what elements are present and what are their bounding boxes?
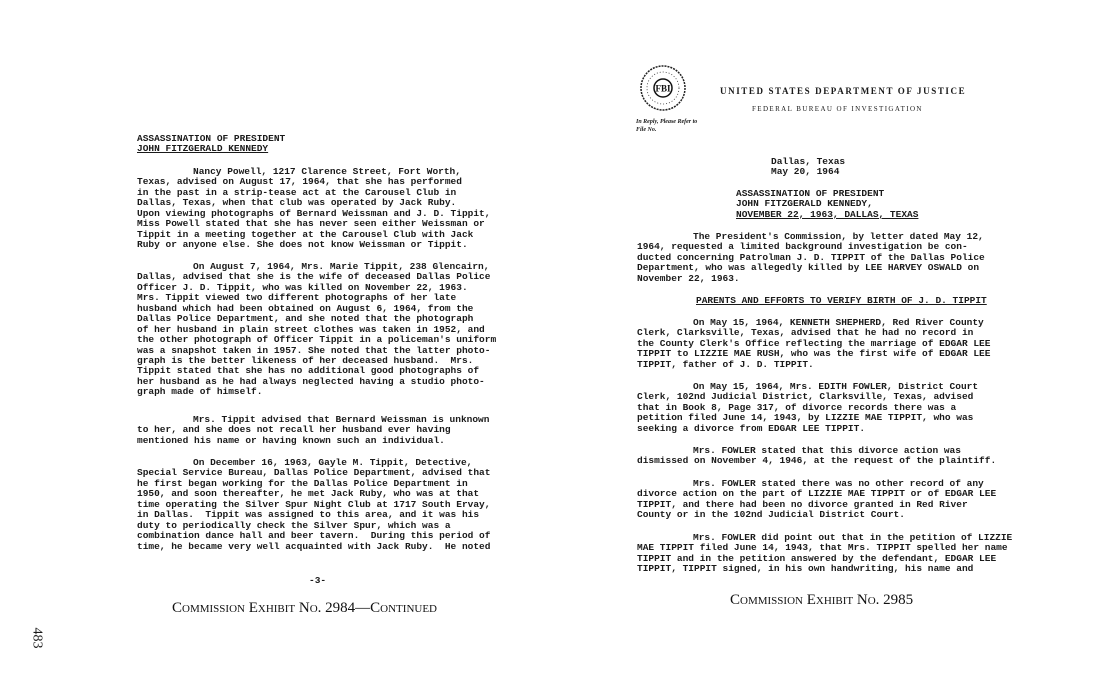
right-paragraph-4	[637, 446, 996, 467]
text-line: Mrs. Tippit advised that Bernard Weissman is unknown	[193, 414, 490, 425]
text-line: November 22, 1963.	[637, 272, 740, 284]
right-title-line-3: NOVEMBER 22, 1963, DALLAS, TEXAS	[736, 208, 919, 220]
text-line: The President's Commission, by letter dated May 12,	[693, 231, 984, 242]
text-line: divorce action on the part of LIZZIE MAE TIPPIT or of EDGAR LEE	[637, 488, 997, 500]
letterhead-bureau: FEDERAL BUREAU OF INVESTIGATION	[752, 105, 923, 113]
right-paragraph-6	[637, 533, 1012, 575]
text-line: duty to periodically check the Silver Spur, which was a	[137, 519, 451, 531]
text-line: TIPPIT, father of J. D. TIPPIT.	[637, 358, 814, 370]
text-line: Dallas, advised that she is the wife of deceased Dallas Police	[137, 271, 491, 283]
right-paragraph-intro	[637, 232, 985, 284]
text-line: County or in the 102nd Judicial District Court.	[637, 509, 905, 521]
text-line: Dallas, Texas, when that club was operated by Jack Ruby.	[137, 197, 457, 209]
text-line: TIPPIT, and there had been no divorce granted in Red River	[637, 498, 968, 510]
text-line: Special Service Bureau, Dallas Police Department, advised that	[137, 467, 491, 479]
right-title-line-2: JOHN FITZGERALD KENNEDY,	[736, 198, 873, 210]
text-line: Tippit stated that she has no additional good photographs of	[137, 365, 480, 377]
text-line: MAE TIPPIT filed June 14, 1943, that Mrs. TIPPIT spelled her name	[637, 542, 1008, 554]
text-line: Mrs. FOWLER did point out that in the petition of LIZZIE	[693, 532, 1013, 543]
text-line: Dallas Police Department, and she noted that the photograph	[137, 313, 474, 325]
text-line: ducted concerning Patrolman J. D. TIPPIT of the Dallas Police	[637, 251, 985, 263]
reply-note-line-2: File No.	[636, 127, 657, 133]
text-line: 1950, and soon thereafter, he met Jack Ruby, who was at that	[137, 488, 480, 500]
letter-date: May 20, 1964	[771, 166, 840, 177]
text-line: graph is the better likeness of her deceased husband. Mrs.	[137, 354, 474, 366]
section-heading: PARENTS AND EFFORTS TO VERIFY BIRTH OF J. D. TIPPIT	[696, 295, 987, 306]
text-line: On May 15, 1964, KENNETH SHEPHERD, Red River County	[693, 317, 984, 328]
text-line: the County Clerk's Office reflecting the marriage of EDGAR LEE	[637, 337, 991, 349]
text-line: Ruby or anyone else. She does not know Weissman or Tippit.	[137, 239, 468, 251]
text-line: Mrs. Tippit viewed two different photographs of her late	[137, 292, 457, 304]
text-line: TIPPIT, TIPPIT signed, in his own handwriting, his name and	[637, 563, 974, 575]
text-line: Mrs. FOWLER stated there was no other record of any	[693, 478, 984, 489]
text-line: of her husband in plain street clothes was taken in 1952, and	[137, 323, 485, 335]
text-line: petition filed June 14, 1943, by LIZZIE MAE TIPPIT, who was	[637, 412, 974, 424]
page-marker: -3-	[309, 575, 327, 586]
text-line: Nancy Powell, 1217 Clarence Street, Fort Worth,	[193, 166, 461, 177]
page-number: 483	[29, 627, 45, 649]
text-line: On August 7, 1964, Mrs. Marie Tippit, 238 Glencairn,	[193, 261, 490, 272]
text-line: Mrs. FOWLER stated that this divorce action was	[693, 445, 961, 456]
left-title-line-2: JOHN FITZGERALD KENNEDY	[137, 143, 269, 155]
text-line: in the past in a strip-tease act at the Carousel Club in	[137, 186, 457, 198]
left-paragraph-4	[137, 458, 490, 552]
text-line: Texas, advised on August 17, 1964, that she has performed	[137, 176, 462, 188]
text-line: seeking a divorce from EDGAR LEE TIPPIT.	[637, 422, 866, 434]
text-line: 1964, requested a limited background investigation be con-	[637, 241, 968, 253]
text-line: graph made of himself.	[137, 386, 263, 398]
right-title	[736, 189, 918, 220]
text-line: Clerk, 102nd Judicial District, Clarksville, Texas, advised	[637, 391, 974, 403]
text-line: dismissed on November 4, 1946, at the request of the plaintiff.	[637, 455, 997, 467]
text-line: husband which had been obtained on August 6, 1964, from the	[137, 302, 474, 314]
fbi-seal-icon	[640, 65, 686, 111]
reply-note	[636, 118, 697, 134]
right-paragraph-5	[637, 479, 996, 521]
right-paragraph-3	[637, 382, 978, 434]
text-line: he first began working for the Dallas Police Department in	[137, 477, 468, 489]
text-line: mentioned his name or having known such an individual.	[137, 434, 445, 446]
letterhead-department: UNITED STATES DEPARTMENT OF JUSTICE	[720, 86, 967, 96]
right-title-line-1: ASSASSINATION OF PRESIDENT	[736, 188, 885, 199]
letter-place: Dallas, Texas	[771, 156, 846, 167]
text-line: in Dallas. Tippit was assigned to this area, and it was his	[137, 509, 480, 521]
left-title-line-1: ASSASSINATION OF PRESIDENT	[137, 133, 286, 144]
text-line: Officer J. D. Tippit, who was killed on November 22, 1963.	[137, 281, 468, 293]
text-line: TIPPIT to LIZZIE MAE RUSH, who was the first wife of EDGAR LEE	[637, 348, 991, 360]
text-line: Upon viewing photographs of Bernard Weissman and J. D. Tippit,	[137, 207, 491, 219]
reply-note-line-1: In Reply, Please Refer to	[636, 119, 698, 125]
text-line: On December 16, 1963, Gayle M. Tippit, Detective,	[193, 457, 473, 468]
text-line: was a snapshot taken in 1957. She noted that the latter photo-	[137, 344, 491, 356]
text-line: Clerk, Clarksville, Texas, advised that he had no record in	[637, 327, 974, 339]
left-exhibit-caption: Commission Exhibit No. 2984—Continued	[172, 600, 437, 616]
text-line: Tippit in a meeting together at the Carousel Club with Jack	[137, 228, 474, 240]
right-exhibit-caption: Commission Exhibit No. 2985	[730, 592, 914, 608]
text-line: her husband as he had always neglected having a studio photo-	[137, 375, 485, 387]
left-paragraph-2	[137, 262, 496, 398]
text-line: time, he became very well acquainted with Jack Ruby. He noted	[137, 540, 491, 552]
text-line: to her, and she does not recall her husband ever having	[137, 424, 451, 436]
left-paragraph-3	[137, 415, 489, 446]
text-line: On May 15, 1964, Mrs. EDITH FOWLER, District Court	[693, 381, 979, 392]
text-line: Department, who was allegedly killed by LEE HARVEY OSWALD on	[637, 262, 980, 274]
left-paragraph-1	[137, 167, 490, 251]
left-title	[137, 134, 290, 155]
seal-text: FBI	[655, 83, 671, 94]
text-line: Miss Powell stated that she has never seen either Weissman or	[137, 218, 485, 230]
text-line: combination dance hall and beer tavern. During this period of	[137, 530, 491, 542]
text-line: TIPPIT and in the petition answered by the defendant, EDGAR LEE	[637, 552, 997, 564]
text-line: time operating the Silver Spur Night Club at 1717 South Ervay,	[137, 498, 491, 510]
right-paragraph-2	[637, 318, 990, 370]
text-line: the other photograph of Officer Tippit in a policeman's uniform	[137, 334, 497, 346]
text-line: that in Book 8, Page 317, of divorce records there was a	[637, 401, 957, 413]
